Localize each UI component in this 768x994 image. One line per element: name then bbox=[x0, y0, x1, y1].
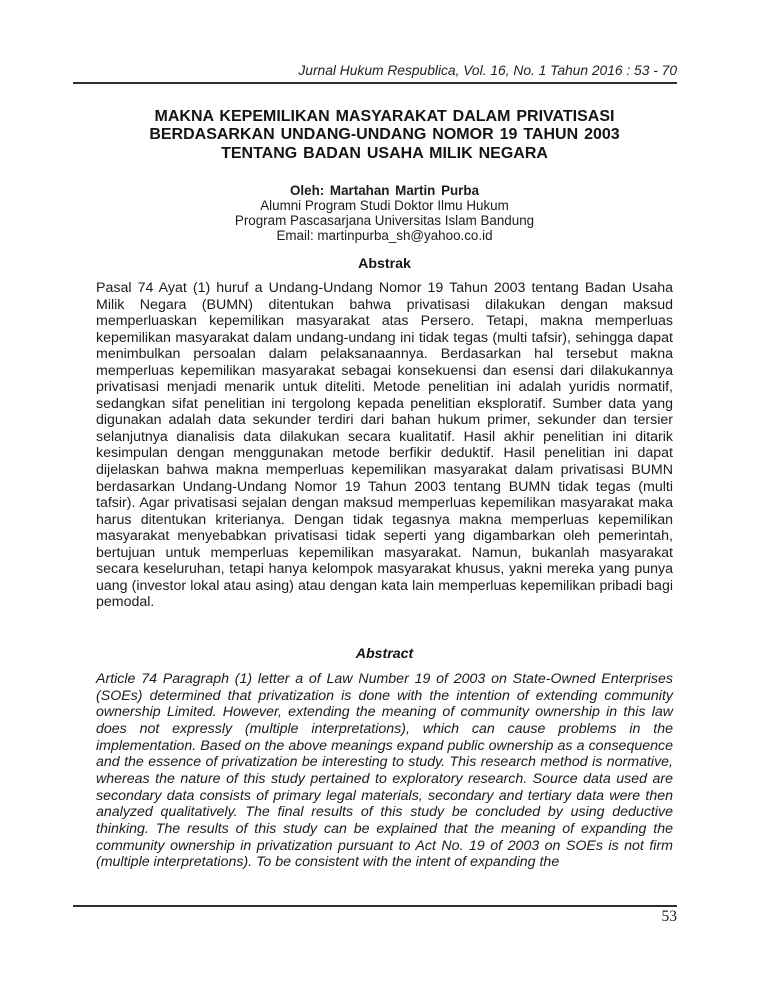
author-affiliation-line-2: Program Pascasarjana Universitas Islam Bandung bbox=[234, 213, 535, 229]
author-email: Email: martinpurba_sh@yahoo.co.id bbox=[276, 228, 493, 244]
author-byline: Oleh: Martahan Martin Purba bbox=[289, 183, 480, 198]
running-head: Jurnal Hukum Respublica, Vol. 16, No. 1 Tahun 2016 : 53 - 70 bbox=[298, 63, 677, 78]
page-number: 53 bbox=[661, 908, 677, 925]
abstrak-heading: Abstrak bbox=[358, 256, 411, 272]
author-block bbox=[96, 183, 673, 243]
abstract-text: Article 74 Paragraph (1) letter a of Law Number 19 of 2003 on State-Owned Enterprises (SOEs) determined that privatization is done with the intention of extending community ownership Limited. However, extending the meaning of community ownership in this law does not expressly (multiple interpretations), which can cause problems in the implementation. Based on the above meanings expand public ownership as a consequence and the essence of privatization be interesting to study. This research method is normative, whereas the nature of this study pertained to exploratory research. Source data used are secondary data consists of primary legal materials, secondary and tertiary data were then analyzed qualitatively. The final results of this study be concluded by using deductive thinking. The results of this study can be explained that the meaning of expanding the community ownership in privatization pursuant to Act No. 19 of 2003 on SOEs is not firm (multiple interpretations). To be consistent with the intent of expanding the bbox=[96, 671, 673, 871]
abstract-heading: Abstract bbox=[355, 646, 414, 662]
article-title-line-3: TENTANG BADAN USAHA MILIK NEGARA bbox=[221, 144, 548, 162]
article-title-line-1: MAKNA KEPEMILIKAN MASYARAKAT DALAM PRIVATISASI bbox=[154, 108, 615, 125]
author-affiliation-line-1: Alumni Program Studi Doktor Ilmu Hukum bbox=[260, 198, 509, 214]
article-title-line-2: BERDASARKAN UNDANG-UNDANG NOMOR 19 TAHUN 2003 bbox=[149, 126, 620, 144]
abstrak-text: Pasal 74 Ayat (1) huruf a Undang-Undang Nomor 19 Tahun 2003 tentang Badan Usaha Milik Negara (BUMN) ditentukan bahwa privatisasi dilakukan dengan maksud memperluaskan kepemilikan masyarakat atas Persero. Tetapi, makna memperluas kepemilikan masyarakat dalam undang-undang ini tidak tegas (multi tafsir), sehingga dapat menimbulkan persoalan dalam pelaksanaannya. Berdasarkan hal tersebut makna memperluas kepemilikan masyarakat sebagai konsekuensi dan esensi dari dilakukannya privatisasi menjadi menarik untuk diteliti. Metode penelitian ini adalah yuridis normatif, sedangkan sifat penelitian ini tergolong kepada penelitian eksploratif. Sumber data yang digunakan adalah data sekunder terdiri dari bahan hukum primer, sekunder dan tersier selanjutnya dianalisis data dilakukan secara kualitatif. Hasil akhir penelitian ini ditarik kesimpulan dengan menggunakan metode berfikir deduktif. Hasil penelitian ini dapat dijelaskan bahwa makna memperluas kepemilikan masyarakat dalam privatisasi BUMN berdasarkan Undang-Undang Nomor 19 Tahun 2003 tentang BUMN tidak tegas (multi tafsir). Agar privatisasi sejalan dengan maksud memperluas kepemilikan masyarakat maka harus ditentukan kriterianya. Dengan tidak tegasnya makna memperluas kepemilikan masyarakat menyebabkan privatisasi tidak seperti yang digambarkan oleh pemerintah, bertujuan untuk memperluas kepemilikan masyarakat. Namun, bukanlah masyarakat secara keseluruhan, tetapi hanya kelompok masyarakat khusus, yakni mereka yang punya uang (investor lokal atau asing) atau dengan kata lain memperluas kepemilikan pribadi bagi pemodal. bbox=[96, 280, 673, 611]
footer-rule bbox=[73, 905, 677, 907]
article-title bbox=[96, 108, 673, 163]
header-rule bbox=[73, 82, 677, 84]
